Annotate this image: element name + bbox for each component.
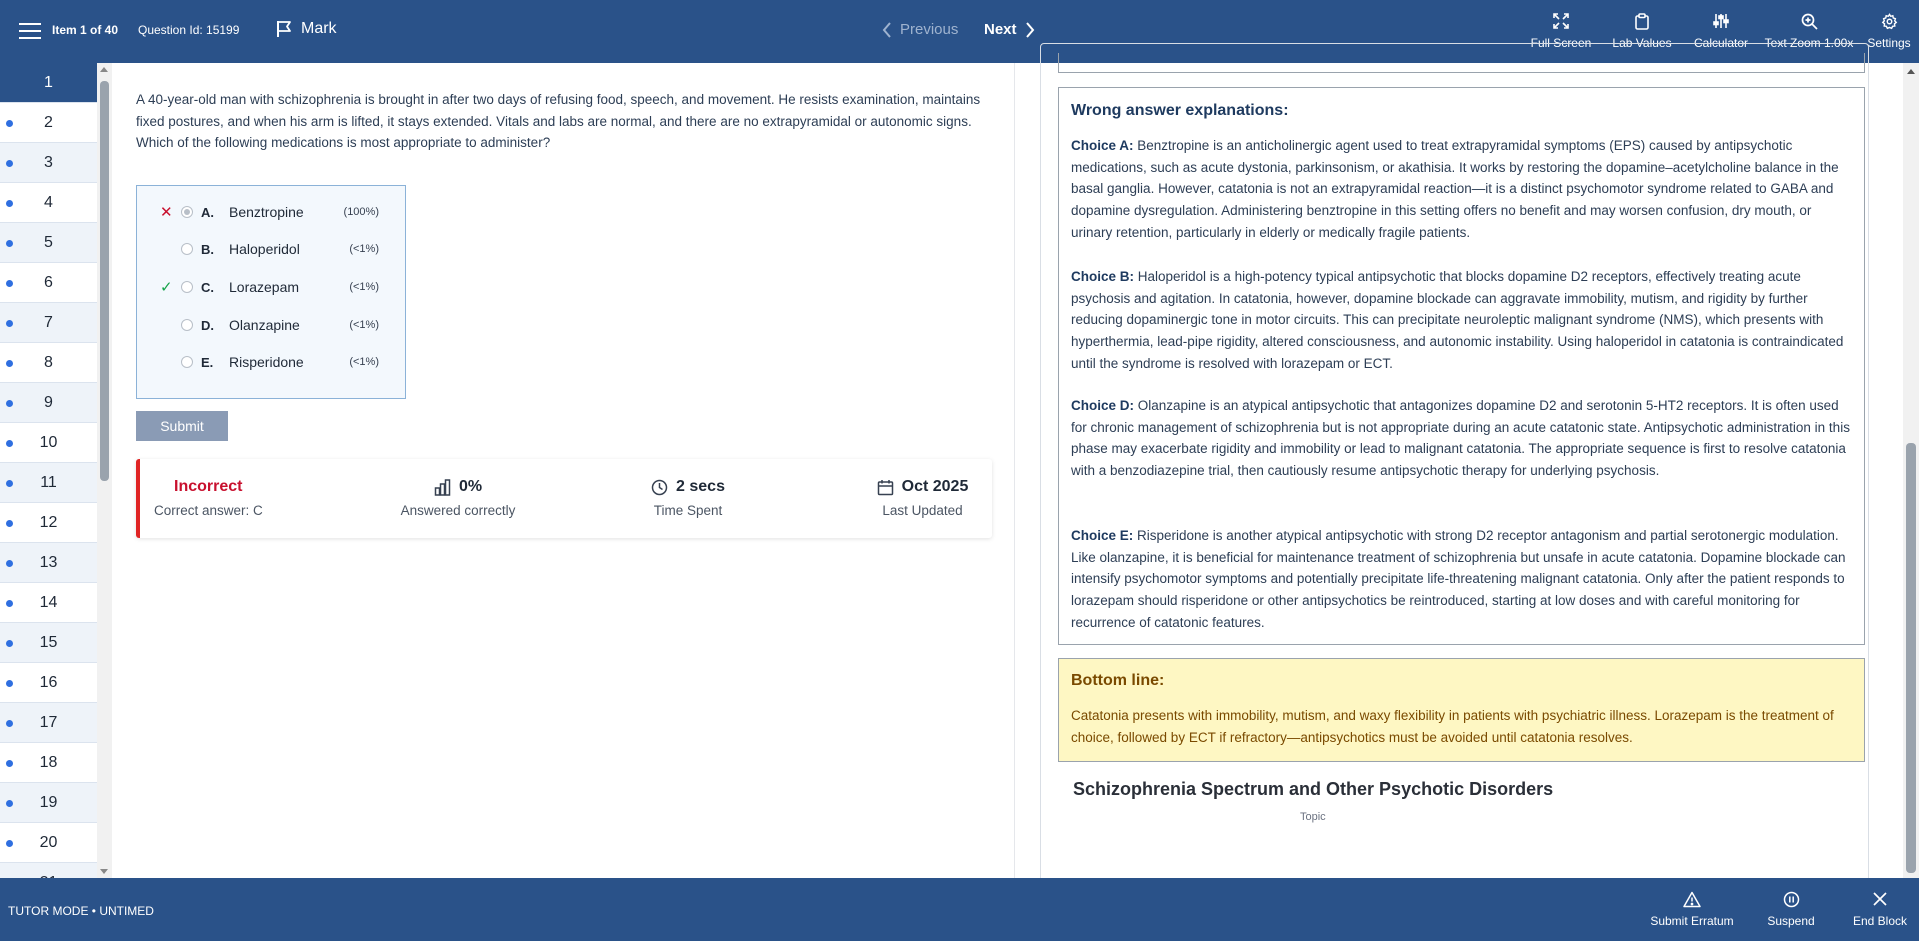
correct-answer-text: Correct answer: C bbox=[154, 503, 263, 518]
bottom-line-text: Catatonia presents with immobility, mutism, and waxy flexibility in patients with psychiatric illness. Lorazepam is the treatment of choice, followed by ECT if refractory—antipsychotics must be avoided until catatonia resolves. bbox=[1071, 708, 1834, 745]
answer-choices bbox=[136, 185, 406, 399]
time-spent-label: Time Spent bbox=[653, 503, 723, 518]
nav-question-number: 13 bbox=[39, 553, 58, 571]
question-navigator bbox=[0, 63, 112, 878]
nav-question-19[interactable] bbox=[0, 783, 97, 823]
unanswered-dot-icon bbox=[6, 200, 13, 207]
mark-button[interactable] bbox=[275, 20, 337, 38]
end-block-button[interactable] bbox=[1841, 878, 1919, 941]
nav-question-number: 4 bbox=[44, 193, 53, 211]
fullscreen-icon bbox=[1553, 12, 1569, 30]
nav-question-4[interactable] bbox=[0, 183, 97, 223]
result-stat bbox=[154, 476, 284, 518]
choice-e-percent: (<1%) bbox=[349, 356, 379, 368]
result-stats-card bbox=[136, 459, 992, 538]
wrong-answer-explanations bbox=[1058, 87, 1865, 645]
choice-d-radio[interactable] bbox=[181, 319, 193, 331]
explanation-choice-e bbox=[1071, 525, 1855, 634]
percent-correct-label: Answered correctly bbox=[400, 503, 516, 518]
choice-a[interactable] bbox=[137, 197, 407, 227]
choice-c-letter: C. bbox=[201, 279, 214, 295]
nav-question-12[interactable] bbox=[0, 503, 97, 543]
choice-b-body: Haloperidol is a high-potency typical antipsychotic that blocks dopamine D2 receptors, effectively treating acute psychosis and agitation. In catatonia, however, dopamine blockade can aggravate immobility, mutism, and rigidity by further reducing dopaminergic tone in motor circuits. This can precipitate neuroleptic malignant syndrome (NMS), which presents with hyperthermia, lead-pipe rigidity, altered consciousness, and autonomic instability. Using haloperidol in catatonia is contraindicated until the syndrome is resolved with lorazepam or ECT. bbox=[1071, 269, 1844, 371]
unanswered-dot-icon bbox=[6, 640, 13, 647]
bottom-line-title: Bottom line: bbox=[1071, 672, 1165, 689]
lab-values-label: Lab Values bbox=[1612, 36, 1672, 50]
chevron-left-icon bbox=[882, 22, 892, 38]
unanswered-dot-icon bbox=[6, 320, 13, 327]
choice-d-body: Olanzapine is an atypical antipsychotic that antagonizes dopamine D2 and serotonin 5-HT2 receptors. It is often used for chronic management of schizophrenia but is not appropriate during an acute catatonic state. Antipsychotic administration in this phase may exacerbate rigidity and immobility or lead to malignant catatonia. The appropriate sequence is first to resolve catatonia with a benzodiazepine trial, then cautiously resume antipsychotic therapy for underlying psychosis. bbox=[1071, 398, 1850, 479]
date-stat bbox=[860, 476, 985, 518]
nav-question-number: 16 bbox=[39, 673, 58, 691]
settings-label: Settings bbox=[1867, 36, 1911, 50]
close-icon bbox=[1873, 890, 1887, 908]
nav-question-number: 17 bbox=[39, 713, 58, 731]
nav-question-number: 18 bbox=[39, 753, 58, 771]
nav-question-number: 12 bbox=[39, 513, 58, 531]
submit-erratum-label: Submit Erratum bbox=[1650, 914, 1734, 928]
bottom-tools bbox=[1643, 878, 1919, 941]
end-block-label: End Block bbox=[1852, 914, 1908, 928]
choice-b-letter: B. bbox=[201, 241, 214, 257]
unanswered-dot-icon bbox=[6, 240, 13, 247]
nav-question-number: 7 bbox=[44, 313, 53, 331]
mark-label: Mark bbox=[301, 20, 337, 37]
explanation-choice-a bbox=[1071, 135, 1855, 244]
choice-d-letter: D. bbox=[201, 317, 214, 333]
nav-question-7[interactable] bbox=[0, 303, 97, 343]
nav-question-number: 5 bbox=[44, 233, 53, 251]
sliders-icon bbox=[1713, 12, 1729, 30]
nav-question-number: 3 bbox=[44, 153, 53, 171]
topic-title: Schizophrenia Spectrum and Other Psychotic Disorders bbox=[1073, 779, 1554, 799]
previous-button[interactable] bbox=[882, 21, 958, 38]
question-list bbox=[0, 63, 97, 878]
scroll-up-icon[interactable] bbox=[1907, 69, 1915, 74]
time-spent-value: 2 secs bbox=[676, 478, 725, 495]
suspend-label: Suspend bbox=[1767, 914, 1815, 928]
previous-label: Previous bbox=[900, 21, 959, 38]
choice-a-body: Benztropine is an anticholinergic agent used to treat extrapyramidal symptoms (EPS) caused by antipsychotic medications, such as acute dystonia, parkinsonism, or akathisia. It works by restoring the dopamine–acetylcholine balance in the basal ganglia. However, catatonia is not an extrapyramidal reaction—it is a distinct psychomotor syndrome related to GABA and dopamine dysregulation. Administering benztropine in this setting offers no benefit and may worsen confusion, dry mouth, or urinary retention, particularly in elderly or medically fragile patients. bbox=[1071, 138, 1839, 240]
nav-question-5[interactable] bbox=[0, 223, 97, 263]
text-zoom-label: Text Zoom 1.00x bbox=[1764, 36, 1854, 50]
nav-question-17[interactable] bbox=[0, 703, 97, 743]
unanswered-dot-icon bbox=[6, 600, 13, 607]
nav-question-number: 19 bbox=[39, 793, 58, 811]
unanswered-dot-icon bbox=[6, 480, 13, 487]
unanswered-dot-icon bbox=[6, 280, 13, 287]
choice-d-heading: Choice D: bbox=[1071, 398, 1135, 413]
nav-question-14[interactable] bbox=[0, 583, 97, 623]
navigator-scroll-thumb[interactable] bbox=[100, 81, 109, 481]
percent-correct-value: 0% bbox=[458, 478, 483, 495]
nav-question-1[interactable] bbox=[0, 63, 97, 103]
question-pane bbox=[112, 63, 1015, 878]
choice-c-text: Lorazepam bbox=[229, 279, 300, 295]
nav-question-2[interactable] bbox=[0, 103, 97, 143]
chevron-right-icon bbox=[1025, 22, 1035, 38]
next-button[interactable] bbox=[984, 21, 1035, 38]
next-label: Next bbox=[984, 21, 1017, 38]
choice-e-heading: Choice E: bbox=[1071, 528, 1134, 543]
nav-question-3[interactable] bbox=[0, 143, 97, 183]
question-id: Question Id: 15199 bbox=[138, 23, 240, 37]
navigator-scrollbar[interactable] bbox=[97, 63, 112, 878]
submit-erratum-button[interactable] bbox=[1643, 878, 1741, 941]
bottom-bar bbox=[0, 878, 1919, 941]
suspend-button[interactable] bbox=[1741, 878, 1841, 941]
clock-icon bbox=[651, 479, 668, 496]
explanation-pane bbox=[1016, 63, 1903, 878]
choice-b-percent: (<1%) bbox=[349, 243, 379, 255]
pause-icon bbox=[1783, 890, 1800, 908]
choice-d[interactable] bbox=[137, 310, 407, 340]
time-stat bbox=[628, 476, 748, 518]
nav-question-10[interactable] bbox=[0, 423, 97, 463]
unanswered-dot-icon bbox=[6, 800, 13, 807]
choice-b[interactable] bbox=[137, 234, 407, 264]
nav-question-9[interactable] bbox=[0, 383, 97, 423]
choice-a-radio[interactable] bbox=[181, 206, 193, 218]
nav-question-number: 6 bbox=[44, 273, 53, 291]
choice-b-text: Haloperidol bbox=[229, 241, 300, 257]
unanswered-dot-icon bbox=[6, 760, 13, 767]
nav-question-15[interactable] bbox=[0, 623, 97, 663]
nav-question-number: 1 bbox=[44, 73, 53, 91]
choice-d-percent: (<1%) bbox=[349, 319, 379, 331]
full-screen-label: Full Screen bbox=[1530, 36, 1592, 50]
submit-button[interactable]: Submit bbox=[136, 411, 228, 441]
nav-question-number: 8 bbox=[44, 353, 53, 371]
nav-question-number: 14 bbox=[39, 593, 58, 611]
menu-icon[interactable] bbox=[19, 21, 41, 41]
choice-b-radio[interactable] bbox=[181, 243, 193, 255]
choice-e-text: Risperidone bbox=[229, 354, 304, 370]
unanswered-dot-icon bbox=[6, 160, 13, 167]
choice-e[interactable] bbox=[137, 347, 407, 377]
unanswered-dot-icon bbox=[6, 720, 13, 727]
unanswered-dot-icon bbox=[6, 440, 13, 447]
unanswered-dot-icon bbox=[6, 680, 13, 687]
mode-indicator: TUTOR MODE • UNTIMED bbox=[8, 904, 154, 918]
previous-section-edge bbox=[1058, 53, 1865, 73]
nav-question-number: 11 bbox=[40, 473, 57, 491]
flag-icon bbox=[275, 20, 293, 38]
question-stem: A 40-year-old man with schizophrenia is brought in after two days of refusing food, speech, and movement. He resists examination, maintains fixed postures, and when his arm is lifted, it stays extended. Vitals and labs are normal, and there are no extrapyramidal or autonomic signs. Which of the following medications is most appropriate to administer? bbox=[136, 92, 981, 150]
choice-d-text: Olanzapine bbox=[229, 317, 300, 333]
choice-e-letter: E. bbox=[201, 354, 214, 370]
item-counter: Item 1 of 40 bbox=[52, 23, 119, 37]
choice-a-text: Benztropine bbox=[229, 204, 304, 220]
nav-question-6[interactable] bbox=[0, 263, 97, 303]
explanation-scroll-thumb[interactable] bbox=[1906, 443, 1916, 873]
wrong-explanations-title: Wrong answer explanations: bbox=[1071, 102, 1289, 119]
unanswered-dot-icon bbox=[6, 360, 13, 367]
gear-icon bbox=[1881, 12, 1898, 30]
nav-question-13[interactable] bbox=[0, 543, 97, 583]
topic-label: Topic bbox=[1300, 811, 1326, 823]
choice-a-percent: (100%) bbox=[343, 206, 379, 218]
last-updated-value: Oct 2025 bbox=[901, 478, 969, 495]
choice-c-radio[interactable] bbox=[181, 281, 193, 293]
zoom-icon bbox=[1801, 12, 1818, 30]
choice-c-percent: (<1%) bbox=[349, 281, 379, 293]
clipboard-icon bbox=[1635, 12, 1649, 30]
choice-a-letter: A. bbox=[201, 204, 214, 220]
scroll-down-icon[interactable] bbox=[100, 869, 108, 874]
unanswered-dot-icon bbox=[6, 120, 13, 127]
choice-b-heading: Choice B: bbox=[1071, 269, 1135, 284]
nav-question-number: 9 bbox=[44, 393, 53, 411]
calculator-label: Calculator bbox=[1693, 36, 1749, 50]
nav-question-number: 20 bbox=[39, 833, 58, 851]
warning-icon bbox=[1683, 890, 1701, 908]
choice-c[interactable] bbox=[137, 272, 407, 302]
nav-question-16[interactable] bbox=[0, 663, 97, 703]
unanswered-dot-icon bbox=[6, 840, 13, 847]
bottom-line-box bbox=[1058, 658, 1865, 762]
calendar-icon bbox=[877, 479, 894, 496]
explanation-choice-d bbox=[1071, 395, 1855, 482]
nav-question-number: 15 bbox=[39, 633, 58, 651]
correct-check-icon: ✓ bbox=[160, 279, 173, 296]
nav-question-20[interactable] bbox=[0, 823, 97, 863]
choice-a-heading: Choice A: bbox=[1071, 138, 1134, 153]
unanswered-dot-icon bbox=[6, 520, 13, 527]
nav-question-number: 10 bbox=[39, 433, 58, 451]
scroll-up-icon[interactable] bbox=[100, 67, 108, 72]
result-status: Incorrect bbox=[174, 478, 243, 495]
nav-question-18[interactable] bbox=[0, 743, 97, 783]
last-updated-label: Last Updated bbox=[882, 503, 963, 518]
nav-question-8[interactable] bbox=[0, 343, 97, 383]
unanswered-dot-icon bbox=[6, 560, 13, 567]
nav-question-number: 2 bbox=[44, 113, 53, 131]
unanswered-dot-icon bbox=[6, 400, 13, 407]
bar-chart-icon bbox=[434, 479, 451, 496]
percent-stat bbox=[378, 476, 538, 518]
explanation-choice-b bbox=[1071, 266, 1855, 375]
choice-e-radio[interactable] bbox=[181, 356, 193, 368]
incorrect-x-icon: ✕ bbox=[160, 204, 173, 221]
explanation-scrollbar[interactable] bbox=[1903, 63, 1919, 878]
nav-question-11[interactable] bbox=[0, 463, 97, 503]
choice-e-body: Risperidone is another atypical antipsychotic with strong D2 receptor antagonism and partial serotonergic modulation. Like olanzapine, it is beneficial for maintenance treatment of schizophrenia but unsafe in acute catatonia. Dopamine blockade can intensify psychomotor symptoms and potentially precipitate life-threatening malignant catatonia. Only after the patient responds to lorazepam should risperidone or other antipsychotics be reintroduced, starting at low doses and with careful monitoring for recurrence of catatonic features. bbox=[1071, 528, 1846, 630]
